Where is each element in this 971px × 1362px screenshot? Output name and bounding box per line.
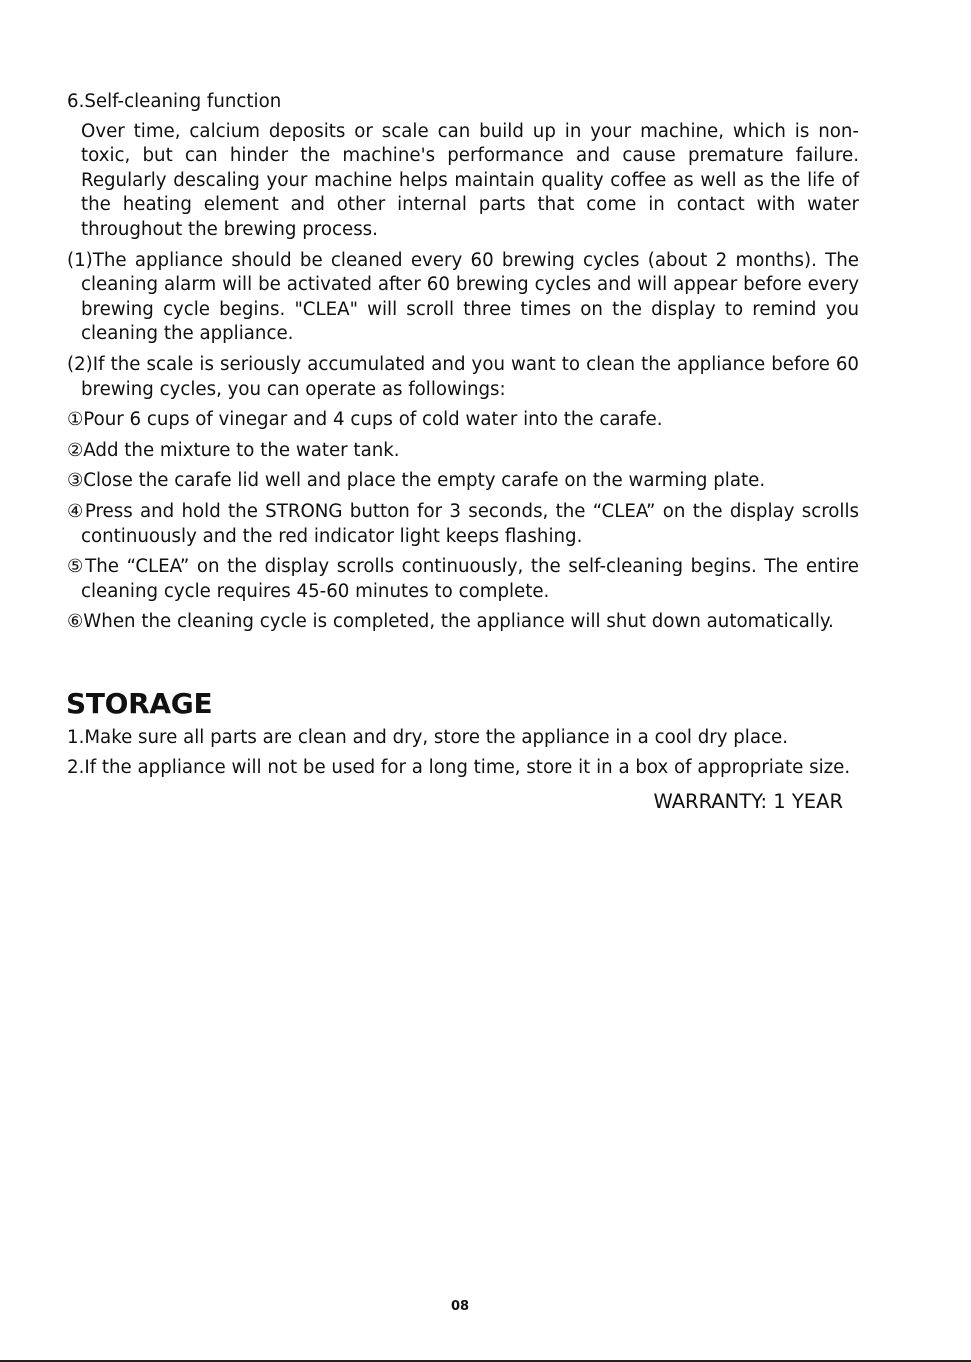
self-cleaning-heading: 6.Self-cleaning function	[67, 91, 282, 112]
self-cleaning-step: ①Pour 6 cups of vinegar and 4 cups of cold water into the carafe.	[67, 409, 663, 431]
self-cleaning-intro: Over time, calcium deposits or scale can build up in your machine, which is non-toxic, but can hinder the machine's performance and cause premature failure. Regularly descaling your machine helps maintain quality coffee as well as the life of the heating element and other internal parts that come in contact with water throughout the brewing process.	[81, 120, 859, 240]
self-cleaning-step: ⑤The “CLEA” on the display scrolls continuously, the self-cleaning begins. The entire cleaning cycle requires 45-60 minutes to complete.	[67, 556, 859, 602]
self-cleaning-step: ③Close the carafe lid well and place the empty carafe on the warming plate.	[67, 470, 766, 492]
self-cleaning-step: ⑥When the cleaning cycle is completed, the appliance will shut down automatically.	[67, 611, 834, 633]
storage-item: 2.If the appliance will not be used for a long time, store it in a box of appropriate size.	[67, 757, 851, 779]
storage-item: 1.Make sure all parts are clean and dry, store the appliance in a cool dry place.	[67, 726, 788, 748]
page-number: 08	[450, 1299, 470, 1314]
self-cleaning-item: (2)If the scale is seriously accumulated and you want to clean the appliance before 60 brewing cycles, you can operate as followings:	[67, 353, 859, 400]
warranty-note: WARRANTY: 1 YEAR	[653, 790, 843, 814]
self-cleaning-step: ②Add the mixture to the water tank.	[67, 439, 400, 461]
storage-heading: STORAGE	[66, 686, 213, 720]
self-cleaning-step: ④Press and hold the STRONG button for 3 seconds, the “CLEA” on the display scrolls continuously and the red indicator light keeps flashing.	[67, 500, 859, 547]
self-cleaning-item: (1)The appliance should be cleaned every 60 brewing cycles (about 2 months). The cleaning alarm will be activated after 60 brewing cycles and will appear before every brewing cycle begins. "CLEA" will scroll three times on the display to remind you cleaning the appliance.	[67, 249, 859, 345]
page-content	[67, 90, 859, 815]
